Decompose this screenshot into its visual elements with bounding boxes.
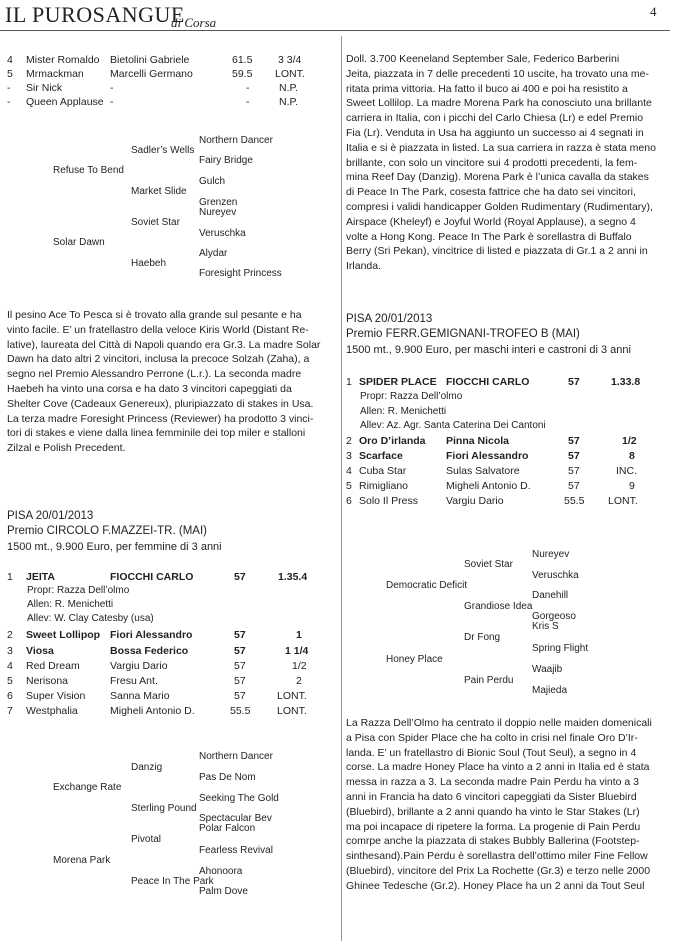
- result-horse: Mrmackman: [26, 68, 84, 80]
- page-number: 4: [650, 4, 657, 19]
- magazine-title: IL PUROSANGUE: [5, 2, 185, 27]
- pedigree-horse: Palm Dove: [199, 886, 248, 897]
- pedigree-horse: Nureyev: [199, 207, 237, 218]
- result-position: -: [7, 82, 11, 94]
- result-horse: SPIDER PLACE: [359, 376, 437, 388]
- article-text: La Razza Dell’Olmo ha centrato il doppio nelle maiden domenicali a Pisa con Spider Place che ha colto in crisi nel finale Oro D’Ir- landa. E’ un fratellastro di Bionic Soul (Tout Seul), a segno in 4 corse. La madre Honey Place ha vinto a 2 anni in Italia ed è stata messa in razza a 3. La seconda madre Pain Perdu ha vinto a 3 anni in Francia ha dato 6 vincitori capeggiati da Sister Bluebird (Bluebird), brillante a 2 anni quando ha vinto le Star Stakes (Lr) ma poi incapace di ripetere la forma. La progenie di Pain Perdu comrpe anche la piazzata di stakes Bubbly Ballerina (Footstep- sinthesand).Pain Perdu è sorellastra dell’ottimo miler Fine Fellow (Bluebird), vincitore del Prix La Rochette (Gr.3) e terzo nelle 2000 Ghinee Tedesche (Gr.2). Honey Place ha un 2 anni da Tout Seul: [346, 717, 652, 892]
- result-horse: JEITA: [26, 571, 55, 583]
- result-row: [7, 82, 327, 95]
- result-jockey: FIOCCHI CARLO: [110, 571, 194, 583]
- pedigree-horse: Morena Park: [53, 855, 111, 866]
- result-row: 6 Solo Il Press Vargiu Dario 55.5 LONT.: [346, 495, 638, 507]
- result-row: 5 Rimigliano Migheli Antonio D. 57 9: [346, 480, 635, 492]
- result-weight: 57: [234, 571, 246, 583]
- result-row: 3 Scarface Fiori Alessandro 57 8: [346, 450, 635, 462]
- pedigree-horse: Fearless Revival: [199, 845, 273, 856]
- pedigree-horse: Ahonoora: [199, 866, 243, 877]
- result-row: 5 Nerisona Fresu Ant. 57 2: [7, 675, 302, 687]
- trainer-info: Allen: R. Menichetti: [360, 406, 447, 417]
- result-position: 5: [7, 68, 13, 80]
- pedigree-horse: Soviet Star: [464, 559, 513, 570]
- result-weight: 61.5: [232, 54, 253, 66]
- pedigree-horse: Gulch: [199, 176, 226, 187]
- result-margin: N.P.: [279, 82, 299, 94]
- pedigree-horse: Pivotal: [131, 834, 162, 845]
- pedigree-horse: Democratic Deficit: [386, 580, 468, 591]
- pedigree-horse: Polar Falcon: [199, 823, 256, 834]
- race-title: Premio CIRCOLO F.MAZZEI-TR. (MAI): [7, 525, 207, 537]
- pedigree-horse: Northern Dancer: [199, 751, 273, 762]
- pedigree-horse: Foresight Princess: [199, 268, 282, 279]
- pedigree-horse: Solar Dawn: [53, 237, 105, 248]
- column-divider: [341, 36, 342, 941]
- race-date: PISA 20/01/2013: [346, 313, 433, 325]
- result-row: 2 Sweet Lollipop Fiori Alessandro 57 1: [7, 629, 302, 641]
- result-row: [7, 68, 327, 81]
- pedigree-horse: Sterling Pound: [131, 803, 197, 814]
- trainer-info: Allen: R. Menichetti: [27, 599, 114, 610]
- owner-info: Propr: Razza Dell’olmo: [27, 585, 130, 596]
- pedigree-horse: Fairy Bridge: [199, 155, 253, 166]
- pedigree-horse: Market Slide: [131, 186, 187, 197]
- result-margin: LONT.: [275, 68, 305, 80]
- article-text: Il pesino Ace To Pesca si è trovato alla grande sul pesante e ha vinto facile. E’ un fratellastro della veloce Kiris World (Distant Re- lative), laureata del Città di Napoli quando era Gr.3. La madre Solar Dawn ha dato altri 2 vincitori, inclusa la precoce Solzah (Zaha), a segno nel Premio Alessandro Perrone (L.r.). La seconda madre Haebeh ha vinto una corsa e ha dato 3 vincitori capeggiati da Shelter Cove (Cadeaux Genereux), pluripiazzato di stakes in Usa. La terza madre Foresight Princess (Reviewer) ha prodotto 3 vinci- tori di stakes e viene dalla linea femminile dei top miler e stalloni Zilzal e Polish Precedent.: [7, 309, 321, 455]
- pedigree-horse: Danehill: [532, 590, 569, 601]
- pedigree-horse: Dr Fong: [464, 632, 501, 643]
- article-text: Doll. 3.700 Keeneland September Sale, Federico Barberini Jeita, piazzata in 7 delle precedenti 10 uscite, ha trovato una me- ritata prima vittoria. Ha fatto il buco ai 400 e poi ha resistito a Sweet Lollilop. La madre Morena Park ha conosciuto una brillante carriera in Italia, con i picchi del Carlo Chiesa (Lr) e edel Premio Fia (Lr). Venduta in Usa ha aggiunto un successo ai 4 segnati in Italia e si è piazzata in listed. La sua carriera in razza è stata meno brillante, con solo un vincitore sui 4 prodotti precedenti, la fem- mina Reef Day (Danzig). Morena Park è l’unica cavalla da stakes di Peace In The Park, cosesta fattrice che ha dato sei vincitori, compresi i validi handicapper Golden Rudimentary (Rudimentary), Airspace (Kheleyf) e Joyful World (Royal Applause), a segno 4 volte a Hong Kong. Peace In The Park è sorellastra di Buffalo Berry (Sri Pekan), vincitrice di listed e piazzata di Gr.1 a 2 anni in Irlanda.: [346, 53, 656, 273]
- pedigree-horse: Danzig: [131, 762, 163, 773]
- result-weight: -: [246, 82, 250, 94]
- pedigree-horse: Spring Flight: [532, 643, 589, 654]
- pedigree-horse: Exchange Rate: [53, 782, 122, 793]
- pedigree-horse: Waajib: [532, 664, 563, 675]
- pedigree-horse: Sadler’s Wells: [131, 145, 195, 156]
- result-row: 6 Super Vision Sanna Mario 57 LONT.: [7, 690, 307, 702]
- pedigree-horse: Northern Dancer: [199, 135, 273, 146]
- race-title: Premio FERR.GEMIGNANI-TROFEO B (MAI): [346, 328, 580, 340]
- result-margin: N.P.: [279, 96, 299, 108]
- pedigree-horse: Veruschka: [199, 228, 246, 239]
- result-row: [7, 96, 327, 109]
- result-horse: Queen Applause: [26, 96, 104, 108]
- pedigree-horse: Gorgeoso: [532, 611, 576, 622]
- pedigree-horse: Pain Perdu: [464, 675, 514, 686]
- pedigree-horse: Refuse To Bend: [53, 165, 124, 176]
- result-jockey: Bietolini Gabriele: [110, 54, 190, 66]
- result-row: [7, 54, 327, 67]
- result-position: -: [7, 96, 11, 108]
- result-row: 4 Red Dream Vargiu Dario 57 1/2: [7, 660, 307, 672]
- result-row: 3 Viosa Bossa Federico 57 1 1/4: [7, 645, 309, 657]
- race-conditions: 1500 mt., 9.900 Euro, per femmine di 3 anni: [7, 541, 222, 553]
- pedigree-horse: Grandiose Idea: [464, 601, 533, 612]
- result-jockey: Marcelli Germano: [110, 68, 193, 80]
- result-position: 4: [7, 54, 13, 66]
- pedigree-horse: Peace In The Park: [131, 876, 214, 887]
- pedigree-horse: Soviet Star: [131, 217, 180, 228]
- pedigree-horse: Honey Place: [386, 654, 443, 665]
- pedigree-horse: Grenzen: [199, 197, 238, 208]
- breeder-info: Allev: W. Clay Catesby (usa): [27, 613, 154, 624]
- pedigree-horse: Majieda: [532, 685, 568, 696]
- result-row: 7 Westphalia Migheli Antonio D. 55.5 LONT.: [7, 705, 307, 717]
- pedigree-horse: Spectacular Bev: [199, 813, 272, 824]
- result-position: 1: [346, 376, 352, 388]
- pedigree-horse: Pas De Nom: [199, 772, 256, 783]
- result-row: 2 Oro D’irlanda Pinna Nicola 57 1/2: [346, 435, 637, 447]
- winner-row: [7, 571, 327, 584]
- magazine-subtitle: di Corsa: [171, 15, 217, 30]
- result-jockey: -: [110, 96, 114, 108]
- race-conditions: 1500 mt., 9.900 Euro, per maschi interi e castroni di 3 anni: [346, 344, 631, 356]
- result-horse: Sir Nick: [26, 82, 63, 94]
- result-position: 1: [7, 571, 13, 583]
- header-rule: [0, 30, 670, 31]
- pedigree-horse: Kris S: [532, 621, 559, 632]
- result-jockey: FIOCCHI CARLO: [446, 376, 530, 388]
- result-time: 1.33.8: [611, 376, 641, 388]
- race-date: PISA 20/01/2013: [7, 510, 94, 522]
- pedigree-horse: Nureyev: [532, 549, 570, 560]
- pedigree-horse: Seeking The Gold: [199, 793, 279, 804]
- result-weight: 59.5: [232, 68, 253, 80]
- pedigree-horse: Alydar: [199, 248, 228, 259]
- pedigree-horse: Veruschka: [532, 570, 579, 581]
- result-time: 1.35.4: [278, 571, 308, 583]
- result-weight: 57: [568, 376, 580, 388]
- result-weight: -: [246, 96, 250, 108]
- winner-row: [346, 376, 666, 389]
- result-margin: 3 3/4: [278, 54, 302, 66]
- breeder-info: Allev: Az. Agr. Santa Caterina Dei Cantoni: [360, 420, 546, 431]
- result-jockey: -: [110, 82, 114, 94]
- pedigree-horse: Haebeh: [131, 258, 167, 269]
- result-row: 4 Cuba Star Sulas Salvatore 57 INC.: [346, 465, 637, 477]
- result-horse: Mister Romaldo: [26, 54, 100, 66]
- owner-info: Propr: Razza Dell’olmo: [360, 391, 463, 402]
